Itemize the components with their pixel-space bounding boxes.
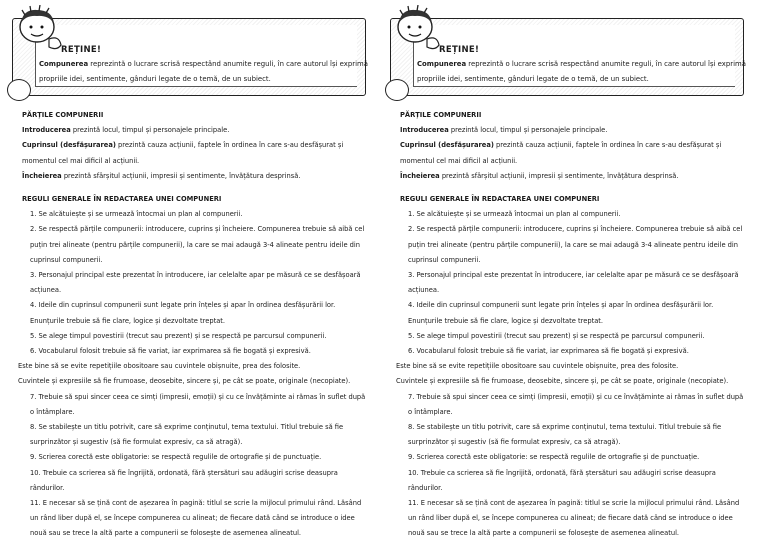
rules-heading: REGULI GENERALE ÎN REDACTAREA UNEI COMPUNERI (22, 195, 222, 204)
rule-2: 2. Se respectă părțile compunerii: introducere, cuprins și încheiere. Compunerea trebuie să aibă cel puțin trei alineate (pentru părțile compunerii), la care se mai adaugă 3-4 alineate pentru ideile din cuprinsul compunerii. (408, 225, 743, 264)
part-cuprins: Cuprinsul (desfășurarea) prezintă cauza acțiunii, faptele în ordinea în care s-au desfășurat și momentul cel mai dificil al acțiunii. (22, 141, 344, 165)
part-introducere: Introducerea prezintă locul, timpul și personajele principale. (400, 126, 608, 135)
part-cuprins: Cuprinsul (desfășurarea) prezintă cauza acțiunii, faptele în ordinea în care s-au desfășurat și momentul cel mai dificil al acțiunii. (400, 141, 722, 165)
compunere-definition (417, 57, 747, 87)
rule-7: 7. Trebuie să spui sincer ceea ce simți (impresii, emoții) și cu ce învățăminte ai rămas în suflet după o întâmplare. (30, 392, 366, 416)
note-repetitions: Este bine să se evite repetițiile obositoare sau cuvintele obișnuite, prea des folosite. (396, 362, 679, 371)
rule-9: 9. Scrierea corectă este obligatorie: se respectă regulile de ortografie și de punctuație. (30, 453, 322, 462)
rule-6: 6. Vocabularul folosit trebuie să fie variat, iar exprimarea să fie bogată și expresivă. (408, 347, 689, 356)
rule-9: 9. Scrierea corectă este obligatorie: se respectă regulile de ortografie și de punctuație. (408, 453, 700, 462)
rule-1: 1. Se alcătuiește și se urmează întocmai un plan al compunerii. (30, 210, 243, 219)
scroll-curl (385, 79, 409, 101)
parts-heading: PĂRȚILE COMPUNERII (400, 111, 482, 119)
rule-5: 5. Se alege timpul povestirii (trecut sau prezent) și se respectă pe parcursul compunerii. (408, 331, 705, 340)
part-introducere: Introducerea prezintă locul, timpul și personajele principale. (22, 126, 230, 135)
rule-3: 3. Personajul principal este prezentat în introducere, iar celelalte apar pe măsură ce se desfășoară acțiunea. (408, 271, 739, 295)
note-expressions: Cuvintele și expresiile să fie frumoase, deosebite, sincere și, pe cât se poate, originale (necopiate). (396, 377, 729, 386)
rule-11: 11. E necesar să se țină cont de așezarea în pagină: titlul se scrie la mijlocul primului rând. Lăsând un rând liber după el, se începe compunerea cu alineat; de fiecare dată când se introduce o idee nouă sau se trece la altă parte a compunerii se folosește de asemenea alineatul. (30, 499, 362, 538)
rule-6: 6. Vocabularul folosit trebuie să fie variat, iar exprimarea să fie bogată și expresivă. (30, 347, 311, 356)
rule-8: 8. Se stabilește un titlu potrivit, care să exprime conținutul, tema textului. Titlul trebuie să fie surprinzător și sugestiv (să fie formulat expresiv, ca să atragă). (408, 423, 722, 447)
definition-term: Compunerea (417, 60, 467, 68)
rule-10: 10. Trebuie ca scrierea să fie îngrijită, ordonată, fără ștersături sau adăugiri scrise deasupra rândurilor. (408, 468, 716, 492)
rule-1: 1. Se alcătuiește și se urmează întocmai un plan al compunerii. (408, 210, 621, 219)
parts-heading: PĂRȚILE COMPUNERII (22, 111, 104, 119)
worksheet-left (4, 0, 376, 543)
definition-text: reprezintă o lucrare scrisă respectând anumite reguli, în care autorul își exprimă propriile idei, sentimente, gânduri legate de o temă, de un subiect. (39, 60, 368, 83)
part-incheiere: Încheierea prezintă sfârșitul acțiunii, impresii și sentimente, învățătura desprinsă. (400, 171, 679, 180)
definition-term: Compunerea (39, 60, 89, 68)
rule-2: 2. Se respectă părțile compunerii: introducere, cuprins și încheiere. Compunerea trebuie să aibă cel puțin trei alineate (pentru părțile compunerii), la care se mai adaugă 3-4 alineate pentru ideile din cuprinsul compunerii. (30, 225, 365, 264)
note-repetitions: Este bine să se evite repetițiile obositoare sau cuvintele obișnuite, prea des folosite. (18, 362, 301, 371)
rule-10: 10. Trebuie ca scrierea să fie îngrijită, ordonată, fără ștersături sau adăugiri scrise deasupra rândurilor. (30, 468, 338, 492)
definition-text: reprezintă o lucrare scrisă respectând anumite reguli, în care autorul își exprimă propriile idei, sentimente, gânduri legate de o temă, de un subiect. (417, 60, 746, 83)
rule-3: 3. Personajul principal este prezentat în introducere, iar celelalte apar pe măsură ce se desfășoară acțiunea. (30, 271, 361, 295)
lesson-body (18, 108, 370, 542)
rules-heading: REGULI GENERALE ÎN REDACTAREA UNEI COMPUNERI (400, 195, 600, 204)
note-expressions: Cuvintele și expresiile să fie frumoase, deosebite, sincere și, pe cât se poate, originale (necopiate). (18, 377, 351, 386)
rule-5: 5. Se alege timpul povestirii (trecut sau prezent) și se respectă pe parcursul compunerii. (30, 331, 327, 340)
rule-4: 4. Ideile din cuprinsul compunerii sunt legate prin înțeles și apar în ordinea desfășurării lor. Enunțurile trebuie să fie clare, logice și dezvoltate treptat. (408, 301, 714, 325)
retine-title: REȚINE! (61, 45, 102, 55)
worksheet-right (382, 0, 754, 543)
retine-box (12, 18, 366, 96)
retine-title: REȚINE! (439, 45, 480, 55)
rule-4: 4. Ideile din cuprinsul compunerii sunt legate prin înțeles și apar în ordinea desfășurării lor. Enunțurile trebuie să fie clare, logice și dezvoltate treptat. (30, 301, 336, 325)
child-illustration-icon (11, 5, 67, 59)
rule-7: 7. Trebuie să spui sincer ceea ce simți (impresii, emoții) și cu ce învățăminte ai rămas în suflet după o întâmplare. (408, 392, 744, 416)
retine-box (390, 18, 744, 96)
compunere-definition (39, 57, 369, 87)
child-illustration-icon (389, 5, 445, 59)
lesson-body (396, 108, 748, 542)
scroll-curl (7, 79, 31, 101)
part-incheiere: Încheierea prezintă sfârșitul acțiunii, impresii și sentimente, învățătura desprinsă. (22, 171, 301, 180)
rule-8: 8. Se stabilește un titlu potrivit, care să exprime conținutul, tema textului. Titlul trebuie să fie surprinzător și sugestiv (să fie formulat expresiv, ca să atragă). (30, 423, 344, 447)
rule-11: 11. E necesar să se țină cont de așezarea în pagină: titlul se scrie la mijlocul primului rând. Lăsând un rând liber după el, se începe compunerea cu alineat; de fiecare dată când se introduce o idee nouă sau se trece la altă parte a compunerii se folosește de asemenea alineatul. (408, 499, 740, 538)
